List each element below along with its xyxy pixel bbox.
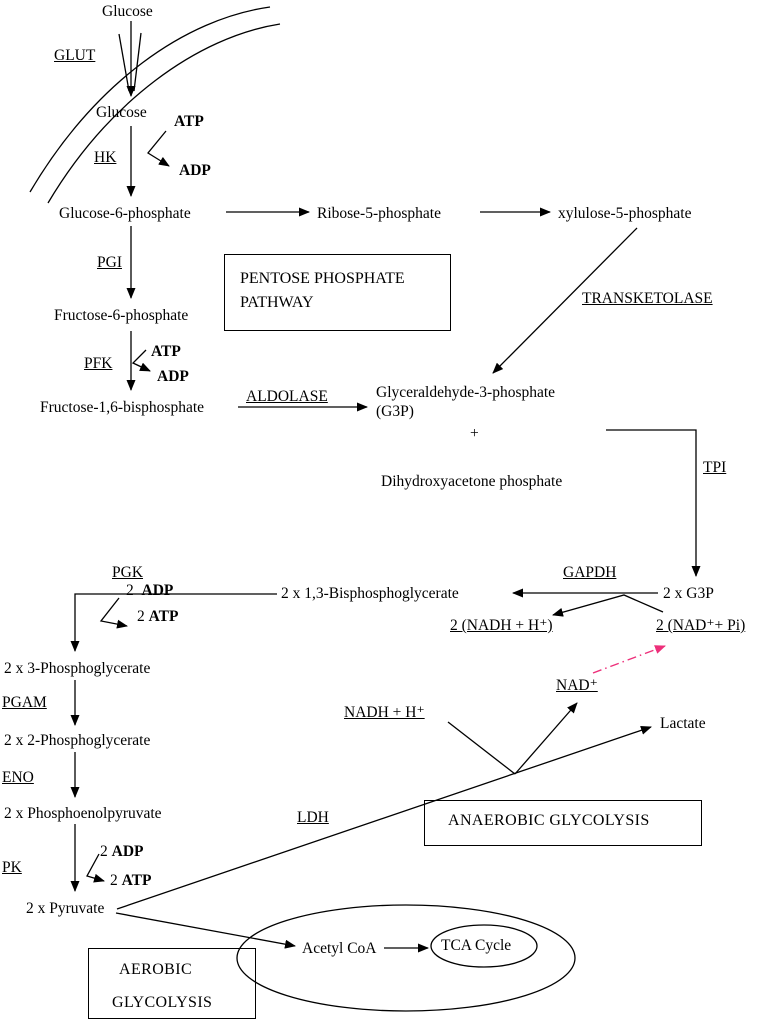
- node-2-phosphoglycerate: 2 x 2-Phosphoglycerate: [4, 732, 151, 749]
- aerobic-box-line1: AEROBIC: [119, 961, 193, 978]
- glut-channel-left: [119, 34, 129, 91]
- plus-sign: +: [470, 425, 479, 442]
- node-glucose-intracellular: Glucose: [96, 104, 147, 121]
- node-fructose-16-bisphosphate: Fructose-1,6-bisphosphate: [40, 399, 205, 416]
- pk-atp-qty: 2: [110, 872, 118, 889]
- mitochondrion-ellipse: [237, 905, 575, 1011]
- pk-adp-qty: 2: [100, 843, 108, 860]
- enzyme-eno: ENO: [2, 769, 34, 786]
- membrane-outer-arc: [30, 7, 270, 192]
- cofactor-pk-adp: ADP: [111, 843, 144, 860]
- label-2-nad-pi: 2 (NAD⁺+ Pi): [656, 617, 746, 634]
- pgk-adp-qty: 2: [126, 582, 134, 599]
- node-pyruvate: 2 x Pyruvate: [26, 900, 105, 917]
- node-xylulose-5-phosphate: xylulose-5-phosphate: [558, 205, 692, 222]
- aerobic-box-line2: GLYCOLYSIS: [112, 994, 213, 1011]
- arrow-tpi: [606, 430, 696, 576]
- enzyme-ldh: LDH: [297, 809, 329, 826]
- cofactor-pgk-adp: ADP: [141, 582, 174, 599]
- enzyme-pgi: PGI: [97, 254, 122, 271]
- arrow-pyruvate-to-acetylcoa: [116, 913, 295, 946]
- enzyme-pgk: PGK: [112, 564, 144, 581]
- cofactor-pk-atp: ATP: [121, 872, 152, 889]
- arrow-pgk-adp-atp: [101, 598, 127, 626]
- enzyme-pfk: PFK: [84, 355, 113, 372]
- enzyme-gapdh: GAPDH: [563, 564, 617, 581]
- node-3-phosphoglycerate: 2 x 3-Phosphoglycerate: [4, 660, 151, 677]
- enzyme-glut: GLUT: [54, 47, 96, 64]
- label-nad-plus: NAD⁺: [556, 677, 598, 694]
- node-tca-cycle: TCA Cycle: [441, 937, 512, 954]
- arrow-gapdh-nad-nadh: [553, 595, 663, 615]
- label-2-nadh-h: 2 (NADH + H⁺): [450, 617, 553, 634]
- node-2x-g3p: 2 x G3P: [663, 585, 714, 602]
- pgk-atp-qty: 2: [137, 608, 145, 625]
- label-nadh-h: NADH + H⁺: [344, 704, 425, 721]
- ppp-box-line2: PATHWAY: [240, 294, 314, 311]
- ppp-box-line1: PENTOSE PHOSPHATE: [240, 270, 405, 287]
- node-glucose-6-phosphate: Glucose-6-phosphate: [59, 205, 191, 222]
- node-phosphoenolpyruvate: 2 x Phosphoenolpyruvate: [4, 805, 162, 822]
- cofactor-pfk-atp: ATP: [151, 343, 181, 360]
- aerobic-glycolysis-box: [88, 948, 256, 1019]
- node-fructose-6-phosphate: Fructose-6-phosphate: [54, 307, 189, 324]
- cofactor-pk-atp-label: [110, 872, 151, 889]
- arrow-pfk-atp-adp: [133, 350, 150, 371]
- anaerobic-glycolysis-box: [424, 800, 702, 846]
- glut-channel-right: [134, 33, 141, 91]
- enzyme-pk: PK: [2, 859, 22, 876]
- cofactor-pgk-atp: ATP: [148, 608, 179, 625]
- pentose-phosphate-pathway-box: [224, 254, 451, 331]
- cofactor-pgk-adp-label: [126, 582, 173, 599]
- line-nadh-to-ldh: [448, 722, 515, 774]
- cofactor-hk-adp: ADP: [179, 162, 211, 179]
- enzyme-aldolase: ALDOLASE: [246, 388, 328, 405]
- anaerobic-box-label: ANAEROBIC GLYCOLYSIS: [448, 812, 650, 829]
- node-g3p-line2: (G3P): [376, 403, 414, 420]
- node-13-bisphosphoglycerate: 2 x 1,3-Bisphosphoglycerate: [281, 585, 459, 602]
- node-g3p-line1: Glyceraldehyde-3-phosphate: [376, 384, 556, 401]
- cofactor-pgk-atp-label: [137, 608, 178, 625]
- cofactor-pk-adp-label: [100, 843, 143, 860]
- node-acetyl-coa: Acetyl CoA: [302, 940, 377, 957]
- enzyme-transketolase: TRANSKETOLASE: [582, 290, 713, 307]
- node-ribose-5-phosphate: Ribose-5-phosphate: [317, 205, 441, 222]
- node-glucose-extracellular: Glucose: [102, 3, 153, 20]
- cofactor-pfk-adp: ADP: [157, 368, 189, 385]
- node-dhap: Dihydroxyacetone phosphate: [381, 473, 563, 490]
- enzyme-pgam: PGAM: [2, 694, 47, 711]
- enzyme-tpi: TPI: [703, 459, 727, 476]
- arrow-nad-recycle-dashdot: [593, 646, 665, 673]
- cofactor-hk-atp: ATP: [174, 113, 204, 130]
- node-lactate: Lactate: [660, 715, 706, 732]
- arrow-hk-atp-adp: [148, 131, 169, 166]
- enzyme-hk: HK: [94, 149, 117, 166]
